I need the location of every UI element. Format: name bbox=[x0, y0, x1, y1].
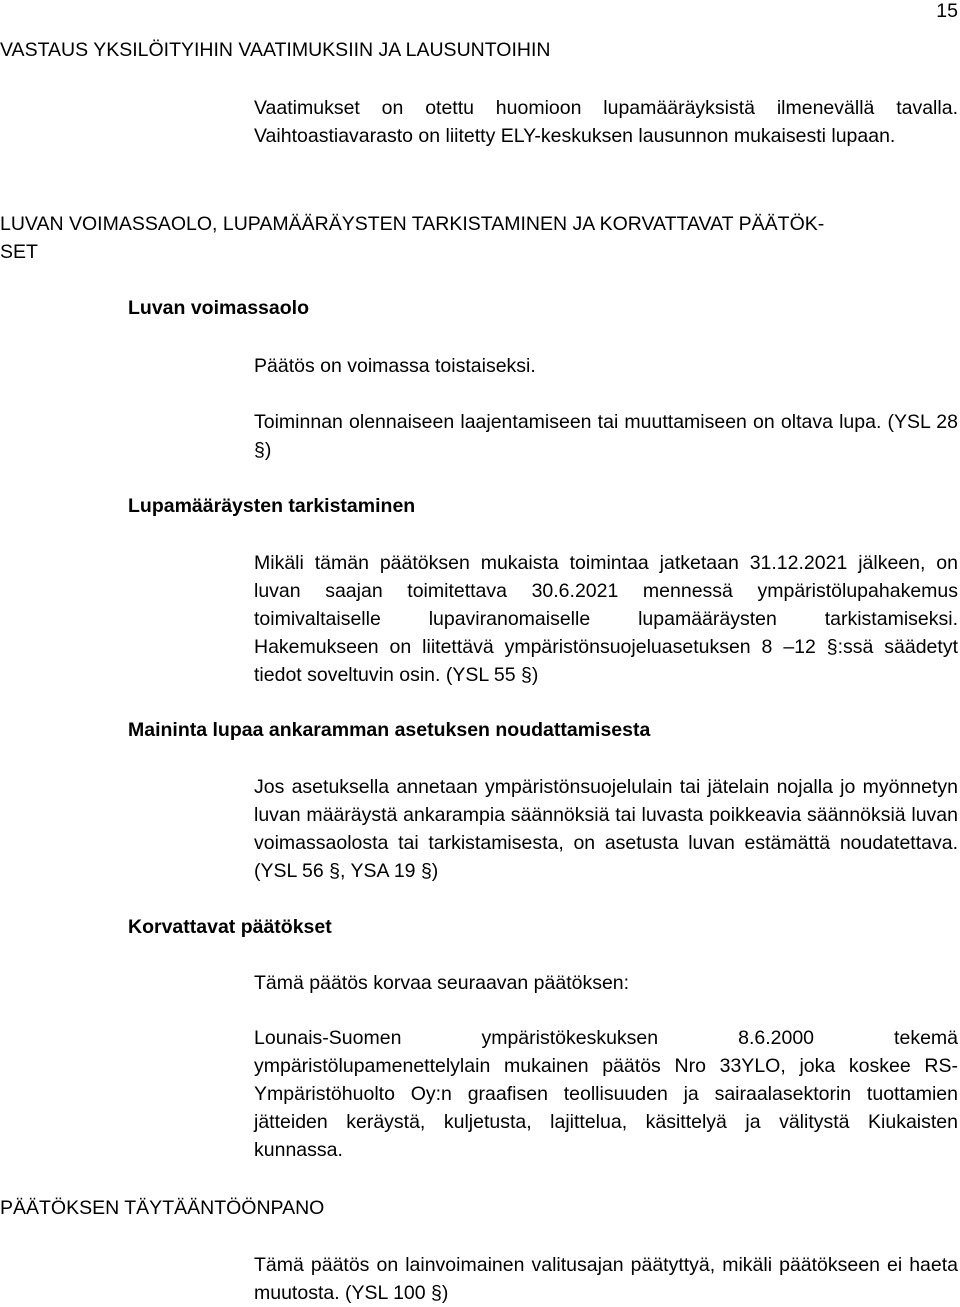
page-number: 15 bbox=[936, 0, 958, 22]
korvattavat-para-2: Lounais-Suomen ympäristökeskuksen 8.6.2000 tekemä ympäristölupamenettelylain mukainen päätös Nro 33YLO, joka koskee RS-Ympäristöhuolto Oy:n graafisen teollisuuden ja sairaalasektorin tuottamien jätteiden keräystä, kuljetusta, lajittelua, käsittelyä ja välitystä Kiukaisten kunnassa. bbox=[254, 1027, 958, 1161]
heading-voimassaolo-main bbox=[0, 210, 952, 266]
heading-korvattavat: Korvattavat päätökset bbox=[128, 916, 332, 938]
voimassaolo-para-1: Päätös on voimassa toistaiseksi. bbox=[254, 355, 536, 377]
heading-tarkistaminen: Lupamääräysten tarkistaminen bbox=[128, 495, 416, 517]
heading-line-1: LUVAN VOIMASSAOLO, LUPAMÄÄRÄYSTEN TARKISTAMINEN JA KORVATTAVAT PÄÄTÖK- bbox=[0, 213, 825, 235]
heading-taytantoonpano: PÄÄTÖKSEN TÄYTÄÄNTÖÖNPANO bbox=[0, 1197, 325, 1219]
heading-line-2: SET bbox=[0, 241, 38, 263]
heading-vastaus: VASTAUS YKSILÖITYIHIN VAATIMUKSIIN JA LAUSUNTOIHIN bbox=[0, 39, 551, 61]
maininta-text: Jos asetuksella annetaan ympäristönsuojelulain tai jätelain nojalla jo myönnetyn luvan määräystä ankarampia säännöksiä tai luvasta poikkeavia säännöksiä luvan voimassaolosta tai tarkistamisesta, on asetusta luvan estämättä noudatettava. (YSL 56 §, YSA 19 §) bbox=[254, 776, 958, 882]
voimassaolo-para-2: Toiminnan olennaiseen laajentamiseen tai muuttamiseen on oltava lupa. (YSL 28 §) bbox=[254, 411, 958, 461]
korvattavat-para-1: Tämä päätös korvaa seuraavan päätöksen: bbox=[254, 972, 630, 994]
taytantoonpano-text: Tämä päätös on lainvoimainen valitusajan päätyttyä, mikäli päätökseen ei haeta muutosta. (YSL 100 §) bbox=[254, 1254, 958, 1304]
vastaus-text: Vaatimukset on otettu huomioon lupamääräyksistä ilmenevällä tavalla. Vaihtoastiavarasto on liitetty ELY-keskuksen lausunnon mukaisesti lupaan. bbox=[254, 97, 958, 147]
heading-maininta: Maininta lupaa ankaramman asetuksen noudattamisesta bbox=[128, 719, 651, 741]
tarkistaminen-text: Mikäli tämän päätöksen mukaista toimintaa jatketaan 31.12.2021 jälkeen, on luvan saajan toimitettava 30.6.2021 mennessä ympäristölupahakemus toimivaltaiselle lupaviranomaiselle lupamääräysten tarkistamiseksi. Hakemukseen on liitettävä ympäristönsuojeluasetuksen 8 –12 §:ssä säädetyt tiedot soveltuvin osin. (YSL 55 §) bbox=[254, 552, 958, 686]
heading-luvan-voimassaolo: Luvan voimassaolo bbox=[128, 297, 309, 319]
